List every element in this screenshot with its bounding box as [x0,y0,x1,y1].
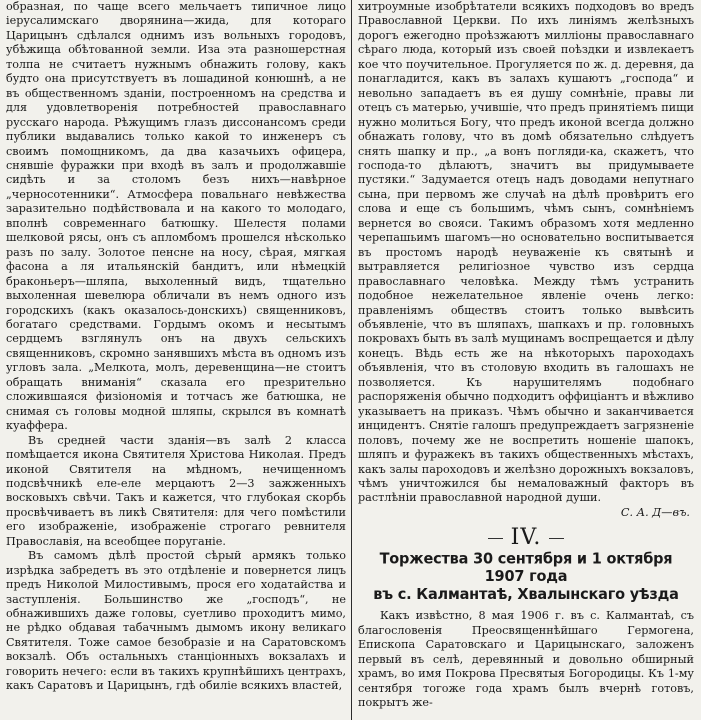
author-signature: С. А. Д—въ. [620,505,690,519]
headline-line: въ с. Калмантаѣ, Хвалынскаго уѣзда [373,586,679,604]
paragraph: образная, по чаще всего мельчаетъ типичное лицо іерусалимскаго дворянина—жида, для котораго Царицынъ сдѣлался однимъ изъ вольныхъ городовъ, убѣжища обѣтованной земли. Иза эта разношерстная толпа не считаетъ нужнымъ обнажить голову, какъ будто она присутствуетъ въ лошадиной конюшнѣ, а не въ общественномъ зданіи, построенномъ на средства и для удовлетворенія потребностей православнаго русскаго народа. Рѣжущимъ глазъ диссонансомъ среди публики выдавались только какой то инженеръ съ своимъ помощникомъ, да два казачьихъ офицера, снявшіе фуражки при входѣ въ залъ и продолжавшіе сидѣть и за столомъ безъ нихъ—навѣрное „черносотенники“. Атмосфера повальнаго невѣжества заразительно подѣйствовала и на какого то молодаго, вполнѣ современнаго батюшку. Шелестя полами шелковой рясы, онъ съ апломбомъ прошелся нѣсколько разъ по залу. Золотое пенсне на носу, сѣрая, мягкая фасона а ля итальянскій бандитъ, или нѣмецкій браконьеръ—шляпа, выхоленный видъ, тщательно выхоленная шевелюра обличали въ немъ одного изъ городскихъ (какъ оказалось-донскихъ) священниковъ, богатаго средствами. Гордымъ окомъ и несытымъ сердцемъ взглянулъ онъ на двухъ сельскихъ священниковъ, скромно занявшихъ мѣста въ одномъ изъ угловъ зала. „Мелкота, молъ, деревенщина—не стоитъ обращать вниманія“ сказала его презрительно сложившаяся физіономія и тотчасъ же батюшка, не снимая съ головы модной шляпы, скрылся въ комнатѣ куаффера. [6,0,346,433]
column-divider [351,0,352,720]
section-number-text: IV. [503,525,550,550]
right-column [358,0,694,720]
paragraph: Въ самомъ дѣлѣ простой сѣрый армякъ только изрѣдка забредетъ въ это отдѣленіе и повернется лицъ предъ Николой Милостивымъ, прося его ходатайства и заступленія. Большинство же „господъ“, не обнажившихъ даже головы, суетливо проходитъ мимо, не рѣдко обдавая табачнымъ дымомъ икону великаго Святителя. Тоже самое безобразіе и на Саратовскомъ вокзалѣ. Объ остальныхъ станціонныхъ вокзалахъ и говорить нечего: если въ такихъ крупнѣйшихъ центрахъ, какъ Саратовъ и Царицынъ, гдѣ обиліе всякихъ властей, [6,549,346,693]
left-column [6,0,346,720]
article-headline [358,551,694,605]
headline-line: Торжества 30 сентября и 1 октября 1907 года [379,551,673,586]
paragraph: Въ средней части зданія—въ залѣ 2 класса помѣщается икона Святителя Христова Николая. Предъ иконой Святителя на мѣдномъ, нечищенномъ подсвѣчникѣ еле-еле мерцаютъ 2—3 зажженныхъ восковыхъ свѣчи. Такъ и кажется, что глубокая скорбь просвѣчиваетъ въ ликѣ Святителя: для чего помѣстили его изображеніе, изображеніе строгаго ревнителя Православія, на всеобщее поруганіе. [6,433,346,548]
section-number [358,526,694,550]
paragraph: Какъ извѣстно, 8 мая 1906 г. въ с. Калмантаѣ, съ благословенія Преосвященнѣйшаго Гермогена, Епископа Саратовскаго и Царицынскаго, заложенъ первый въ селѣ, деревянный и довольно обширный храмъ, во имя Покрова Пресвятыя Богородицы. Къ 1-му сентября тогоже года храмъ былъ вчернѣ готовъ, покрытъ же- [358,609,694,710]
paragraph: хитроумные изобрѣтатели всякихъ подходовъ во вредъ Православной Церкви. По ихъ линіямъ желѣзныхъ дорогъ ежегодно проѣзжаютъ милліоны православнаго сѣраго люда, который изъ своей поѣздки и извлекаетъ кое что поучительное. Прогуляется по ж. д. деревня, да понагладится, какъ въ залахъ кушаютъ „господа“ и невольно западаетъ въ ея душу сомнѣніе, правы ли отецъ съ матерью, учившіе, что предъ принятіемъ пищи нужно молиться Богу, что предъ иконой всегда должно обнажать голову, что въ домѣ обязательно слѣдуетъ снять шапку и пр., „а вонъ погляди-ка, скажетъ, что господа-то дѣлаютъ, значитъ вы придумываете пустяки.“ Задумается отецъ надъ доводами непутнаго сына, при первомъ же случаѣ на дѣлѣ провѣритъ его слова и еще съ большимъ, чѣмъ сынъ, сомнѣніемъ вернется во свояси. Такимъ образомъ хотя медленно черепашьимъ шагомъ—но основательно воспитывается въ простомъ народѣ неуваженіе къ святынѣ и вытравляется религіозное чувство изъ сердца православнаго человѣка. Между тѣмъ устранить подобное нежелательное явленіе очень легко: правленіямъ обществъ стоитъ только вывѣсить объявленіе, что въ шляпахъ, шапкахъ и пр. головныхъ покровахъ быть въ залѣ мущинамъ воспрещается и дѣлу конецъ. Вѣдь есть же на нѣкоторыхъ пароходахъ объявленія, что въ столовую входить въ галошахъ не позволяется. Къ нарушителямъ подобнаго распоряженія обычно подходитъ оффиціантъ и вѣжливо указываетъ на приказъ. Чѣмъ обычно и заканчивается инцидентъ. Снятіе галошъ предупреждаетъ загрязненіе половъ, почему же не воспретить ношеніе шапокъ, шляпъ и фуражекъ въ такихъ общественныхъ мѣстахъ, какъ залы пароходовъ и желѣзно дорожныхъ вокзаловъ, чѣмъ уничтожился бы немаловажный факторъ въ растлѣніи православной народной души. [358,0,694,505]
